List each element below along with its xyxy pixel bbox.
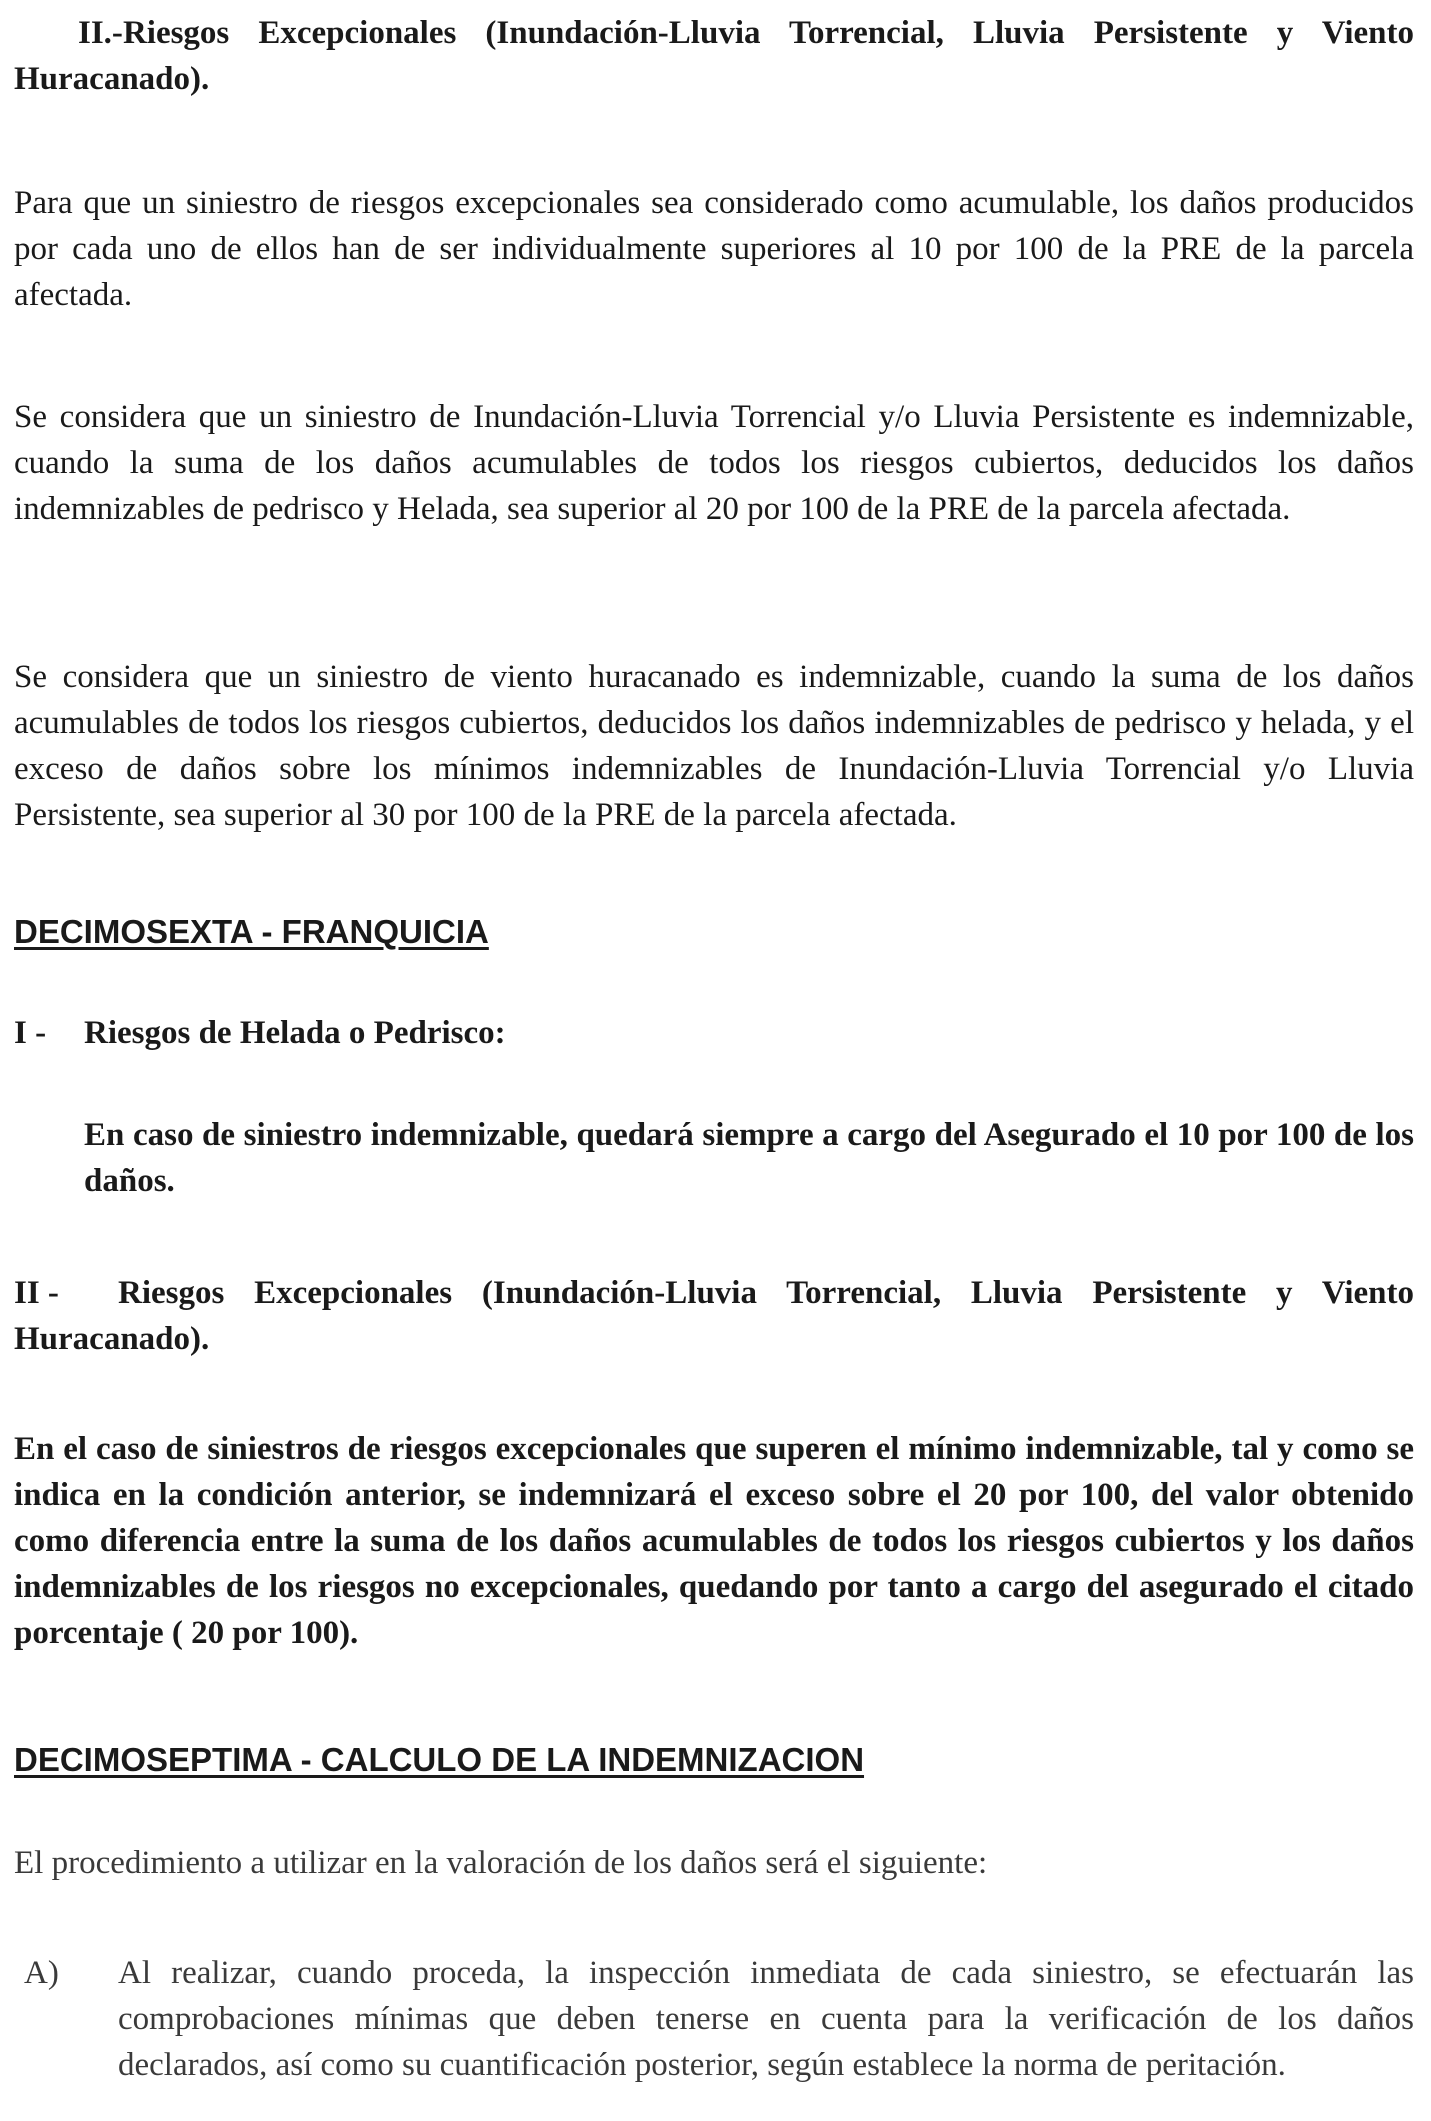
calculo-item-a	[14, 1950, 1414, 2100]
franquicia-item-i-heading	[14, 1010, 1414, 1056]
item-i-title: Riesgos de Helada o Pedrisco:	[84, 1015, 506, 1051]
item-ii-title: Riesgos Excepcionales (Inundación-Lluvia Torrencial, Lluvia Persistente y Viento Huracanado).	[14, 1275, 1414, 1357]
item-a-text: Al realizar, cuando proceda, la inspección inmediata de cada siniestro, se efectuarán las comprobaciones mínimas que deben tenerse en cuenta para la verificación de los daños declarados, así como su cuantificación posterior, según establece la norma de peritación.	[118, 1955, 1414, 2083]
paragraph-inundacion: Se considera que un siniestro de Inundación-Lluvia Torrencial y/o Lluvia Persistente es indemnizable, cuando la suma de los daños acumulables de todos los riesgos cubiertos, deducidos los daños indemnizables de pedrisco y Helada, sea superior al 20 por 100 de la PRE de la parcela afectada.	[14, 399, 1414, 527]
franquicia-item-i-body: En caso de siniestro indemnizable, quedará siempre a cargo del Asegurado el 10 por 100 de los daños.	[84, 1117, 1414, 1199]
item-ii-label: II -	[14, 1275, 59, 1311]
heading-calculo: DECIMOSEPTIMA - CALCULO DE LA INDEMNIZACION	[14, 1741, 865, 1778]
item-i-label: I -	[14, 1015, 47, 1051]
section-ii-text: Riesgos Excepcionales (Inundación-Lluvia Torrencial, Lluvia Persistente y Viento Huracanado).	[14, 15, 1414, 97]
paragraph-acumulable: Para que un siniestro de riesgos excepcionales sea considerado como acumulable, los daños producidos por cada uno de ellos han de ser individualmente superiores al 10 por 100 de la PRE de la parcela afectada.	[14, 185, 1414, 313]
franquicia-bold-paragraph: En el caso de siniestros de riesgos excepcionales que superen el mínimo indemnizable, tal y como se indica en la condición anterior, se indemnizará el exceso sobre el 20 por 100, del valor obtenido como diferencia entre la suma de los daños acumulables de todos los riesgos cubiertos y los daños indemnizables de los riesgos no excepcionales, quedando por tanto a cargo del asegurado el citado porcentaje ( 20 por 100).	[14, 1431, 1414, 1651]
calculo-intro: El procedimiento a utilizar en la valoración de los daños será el siguiente:	[14, 1845, 988, 1881]
item-a-label: A)	[24, 1955, 59, 1991]
heading-franquicia: DECIMOSEXTA - FRANQUICIA	[14, 913, 489, 950]
paragraph-viento: Se considera que un siniestro de viento huracanado es indemnizable, cuando la suma de los daños acumulables de todos los riesgos cubiertos, deducidos los daños indemnizables de pedrisco y helada, y el exceso de daños sobre los mínimos indemnizables de Inundación-Lluvia Torrencial y/o Lluvia Persistente, sea superior al 30 por 100 de la PRE de la parcela afectada.	[14, 659, 1414, 833]
section-ii-title	[14, 10, 1414, 102]
franquicia-item-ii-heading	[14, 1270, 1414, 1362]
section-ii-prefix: II.-	[78, 15, 123, 51]
